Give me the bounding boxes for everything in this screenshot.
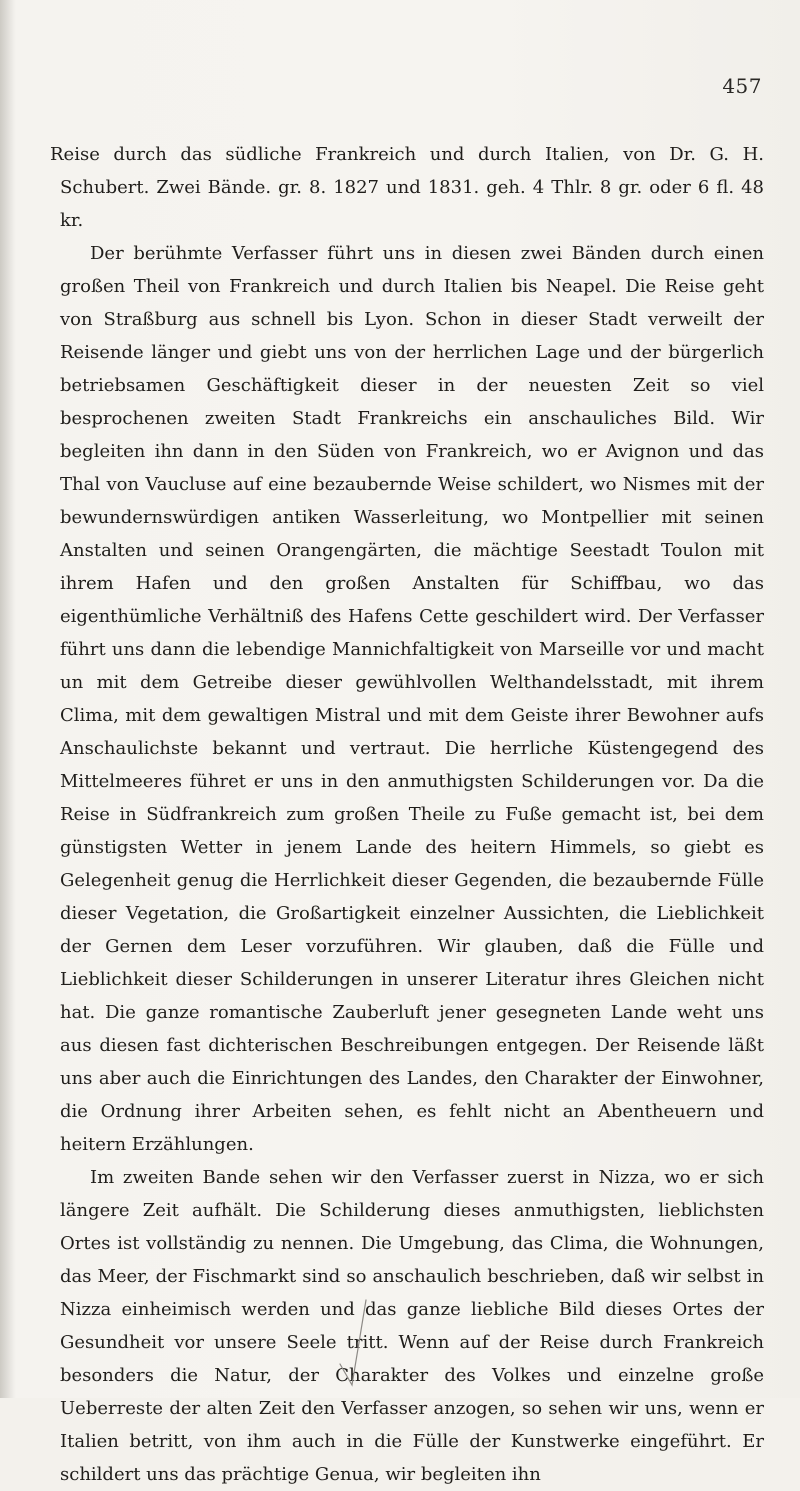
binding-shadow: [0, 0, 16, 1398]
page-number: 457: [722, 74, 762, 98]
review-text: [50, 138, 764, 1491]
paragraph-2: Im zweiten Bande sehen wir den Verfasser zuerst in Nizza, wo er sich längere Zeit aufhält. Die Schilderung dieses anmuthigsten, lieblichsten Ortes ist vollständig zu nennen. Die Umgebung, das Clima, die Wohnungen, das Meer, der Fischmarkt sind so anschaulich beschrieben, daß wir selbst in Nizza einheimisch werden und das ganze liebliche Bild dieses Ortes der Gesundheit vor unsere Seele tritt. Wenn auf der Reise durch Frankreich besonders die Natur, der Charakter des Volkes und einzelne große Ueberreste der alten Zeit den Verfasser anzogen, so sehen wir uns, wenn er Italien betritt, von ihm auch in die Fülle der Kunstwerke eingeführt. Er schildert uns das prächtige Genua, wir begleiten ihn: [60, 1167, 764, 1485]
entry-heading: Reise durch das südliche Frankreich und durch Italien, von Dr. G. H. Schubert. Zwei Bände. gr. 8. 1827 und 1831. geh. 4 Thlr. 8 gr. oder 6 fl. 48 kr.: [50, 144, 764, 231]
paragraph-1: Der berühmte Verfasser führt uns in diesen zwei Bänden durch einen großen Theil von Frankreich und durch Italien bis Neapel. Die Reise geht von Straßburg aus schnell bis Lyon. Schon in dieser Stadt verweilt der Reisende länger und giebt uns von der herrlichen Lage und der bürgerlich betriebsamen Geschäftigkeit dieser in der neuesten Zeit so viel besprochenen zweiten Stadt Frankreichs ein anschauliches Bild. Wir begleiten ihn dann in den Süden von Frankreich, wo er Avignon und das Thal von Vaucluse auf eine bezaubernde Weise schildert, wo Nismes mit der bewundernswürdigen antiken Wasserleitung, wo Montpellier mit seinen Anstalten und seinen Orangengärten, die mächtige Seestadt Toulon mit ihrem Hafen und den großen Anstalten für Schiffbau, wo das eigenthümliche Verhältniß des Hafens Cette geschildert wird. Der Verfasser führt uns dann die lebendige Mannichfaltigkeit von Marseille vor und macht un mit dem Getreibe dieser gewühlvollen Welthandelsstadt, mit ihrem Clima, mit dem gewaltigen Mistral und mit dem Geiste ihrer Bewohner aufs Anschaulichste bekannt und vertraut. Die herrliche Küstengegend des Mittelmeeres führet er uns in den anmuthigsten Schilderungen vor. Da die Reise in Südfrankreich zum großen Theile zu Fuße gemacht ist, bei dem günstigsten Wetter in jenem Lande des heitern Himmels, so giebt es Gelegenheit genug die Herrlichkeit dieser Gegenden, die bezaubernde Fülle dieser Vegetation, die Großartigkeit einzelner Aussichten, die Lieblichkeit der Gernen dem Leser vorzuführen. Wir glauben, daß die Fülle und Lieblichkeit dieser Schilderungen in unserer Literatur ihres Gleichen nicht hat. Die ganze romantische Zauberluft jener gesegneten Lande weht uns aus diesen fast dichterischen Beschreibungen entgegen. Der Reisende läßt uns aber auch die Einrichtungen des Landes, den Charakter der Einwohner, die Ordnung ihrer Arbeiten sehen, es fehlt nicht an Abentheuern und heitern Erzählungen.: [60, 243, 764, 1155]
